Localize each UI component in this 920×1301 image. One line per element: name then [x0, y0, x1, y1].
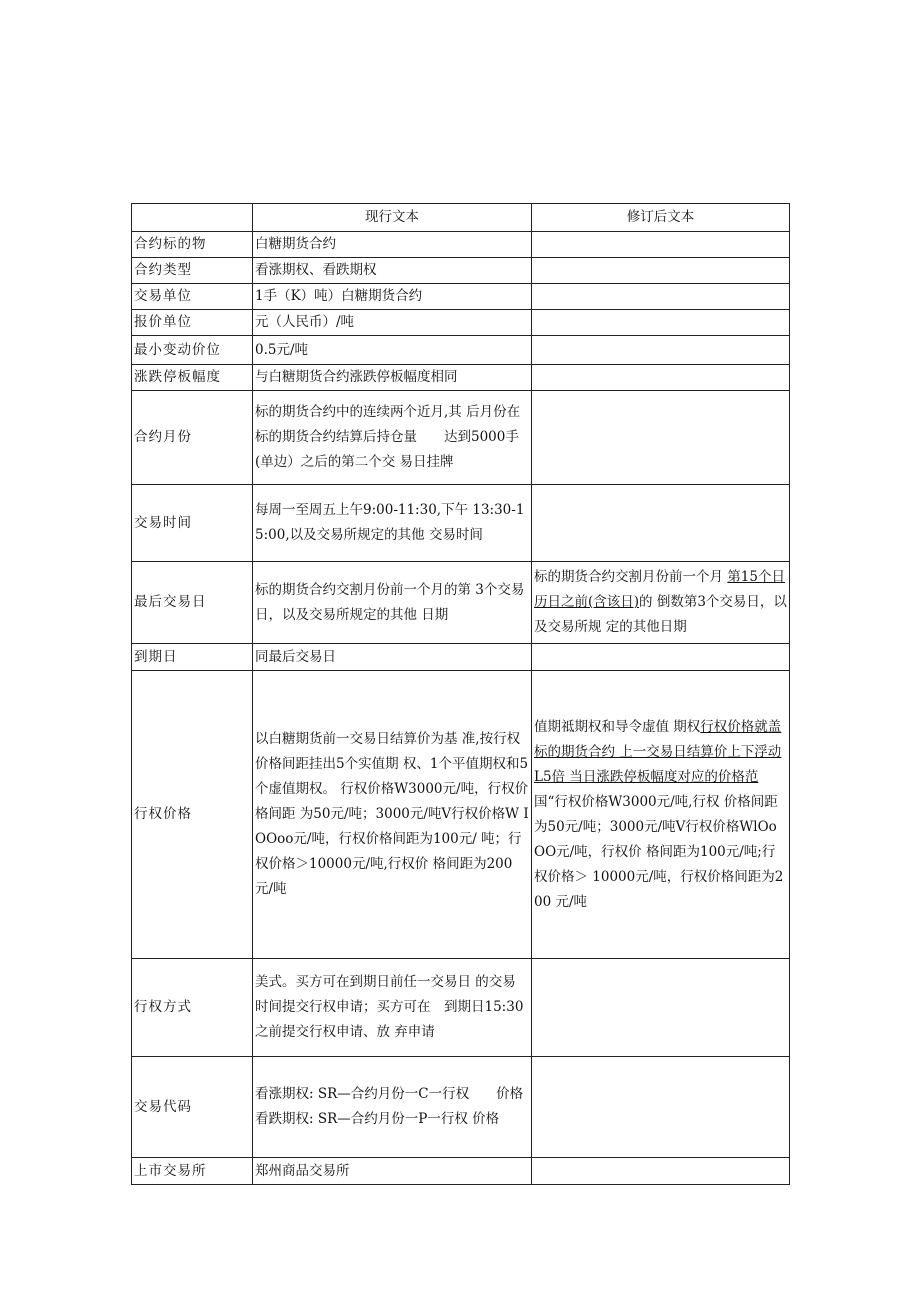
revised-cell [532, 562, 790, 644]
table-row [132, 1057, 790, 1158]
row-label: 交易时间 [132, 485, 253, 562]
table-row [132, 336, 790, 365]
row-label: 报价单位 [132, 310, 253, 336]
current-cell: 郑州商品交易所 [253, 1158, 532, 1185]
revised-text: 国“行权价格W3000元/吨,行权 价格间距为50元/吨；3000元/吨V行权价格WlOoOO元/吨，行权价 格间距为100元/吨;行权价格＞ 10000元/吨，行权价格间距为200 元/吨 [534, 793, 784, 910]
revised-cell [532, 310, 790, 336]
header-blank-cell [132, 204, 253, 232]
revised-text: 标的期货合约交割月份前一个月 [534, 569, 728, 585]
table-row [132, 391, 790, 485]
revised-text: 的 倒数第3个交易日，以及交易所规 定的其他日期 [534, 594, 787, 635]
table-row [132, 258, 790, 284]
revised-cell [532, 671, 790, 959]
row-label: 最小变动价位 [132, 336, 253, 365]
table-row [132, 284, 790, 310]
current-cell: 元（人民币）/吨 [253, 310, 532, 336]
current-cell: 1手（K）吨）白糖期货合约 [253, 284, 532, 310]
row-label: 行权方式 [132, 959, 253, 1057]
row-label: 涨跌停板幅度 [132, 365, 253, 391]
current-cell: 白糖期货合约 [253, 232, 532, 258]
table-row [132, 644, 790, 671]
revised-cell [532, 391, 790, 485]
revised-cell [532, 336, 790, 365]
revised-cell [532, 644, 790, 671]
table-row [132, 365, 790, 391]
revised-cell [532, 485, 790, 562]
revised-underlined-text: 行权价格就盖标的期货合约 上一交易日结算价上下浮动L5倍 当日涨跌停板幅度对应的价格范 [534, 718, 782, 785]
revised-underlined-text: 第15个日历日之前(含该日) [534, 569, 785, 610]
row-label: 最后交易日 [132, 562, 253, 644]
revised-cell [532, 232, 790, 258]
current-cell: 美式。买方可在到期日前任一交易日 的交易时间提交行权申请；买方可在 到期日15:30之前提交行权申请、放 弃申请 [253, 959, 532, 1057]
row-label: 行权价格 [132, 671, 253, 959]
header-current-text: 现行文本 [253, 204, 532, 232]
table-row [132, 562, 790, 644]
table-row [132, 671, 790, 959]
current-cell: 标的期货合约交割月份前一个月的第 3个交易日，以及交易所规定的其他 日期 [253, 562, 532, 644]
revised-cell [532, 365, 790, 391]
table-row [132, 232, 790, 258]
revised-cell [532, 1057, 790, 1158]
row-label: 到期日 [132, 644, 253, 671]
revised-cell [532, 1158, 790, 1185]
row-label: 交易代码 [132, 1057, 253, 1158]
row-label: 交易单位 [132, 284, 253, 310]
revised-cell [532, 284, 790, 310]
row-label: 合约月份 [132, 391, 253, 485]
current-cell: 标的期货合约中的连续两个近月,其 后月份在标的期货合约结算后持仓量 达到5000手(单边）之后的第二个交 易日挂牌 [253, 391, 532, 485]
current-cell: 以白糖期货前一交易日结算价为基 准,按行权价格间距挂出5个实值期 权、1个平值期权和5个虚值期权。 行权价格W3000元/吨，行权价格间距 为50元/吨；3000元/吨V行权价格W IOOoo元/吨，行权价格间距为100元/ 吨；行权价格＞10000元/吨,行权价 格间距为200元/吨 [253, 671, 532, 959]
table-header-row [132, 204, 790, 232]
contract-spec-table [131, 203, 790, 1185]
trade-code-put: 看跌期权: SR—合约月份一P一行权 价格 [255, 1111, 500, 1127]
current-cell [253, 1057, 532, 1158]
current-cell: 看涨期权、看跌期权 [253, 258, 532, 284]
row-label: 合约类型 [132, 258, 253, 284]
row-label: 上市交易所 [132, 1158, 253, 1185]
table-row [132, 310, 790, 336]
revised-cell [532, 258, 790, 284]
table-row [132, 1158, 790, 1185]
table-row [132, 485, 790, 562]
table-row [132, 959, 790, 1057]
current-cell: 每周一至周五上午9:00-11:30,下午 13:30-15:00,以及交易所规定的其他 交易时间 [253, 485, 532, 562]
current-cell: 0.5元/吨 [253, 336, 532, 365]
revised-text: 值期祗期权和导令虚值 期权 [534, 718, 701, 735]
row-label: 合约标的物 [132, 232, 253, 258]
header-revised-text: 修订后文本 [532, 204, 790, 232]
trade-code-call: 看涨期权: SR—合约月份一C一行权 价格 [255, 1086, 524, 1102]
current-cell: 与白糖期货合约涨跌停板幅度相同 [253, 365, 532, 391]
current-cell: 同最后交易日 [253, 644, 532, 671]
revised-cell [532, 959, 790, 1057]
